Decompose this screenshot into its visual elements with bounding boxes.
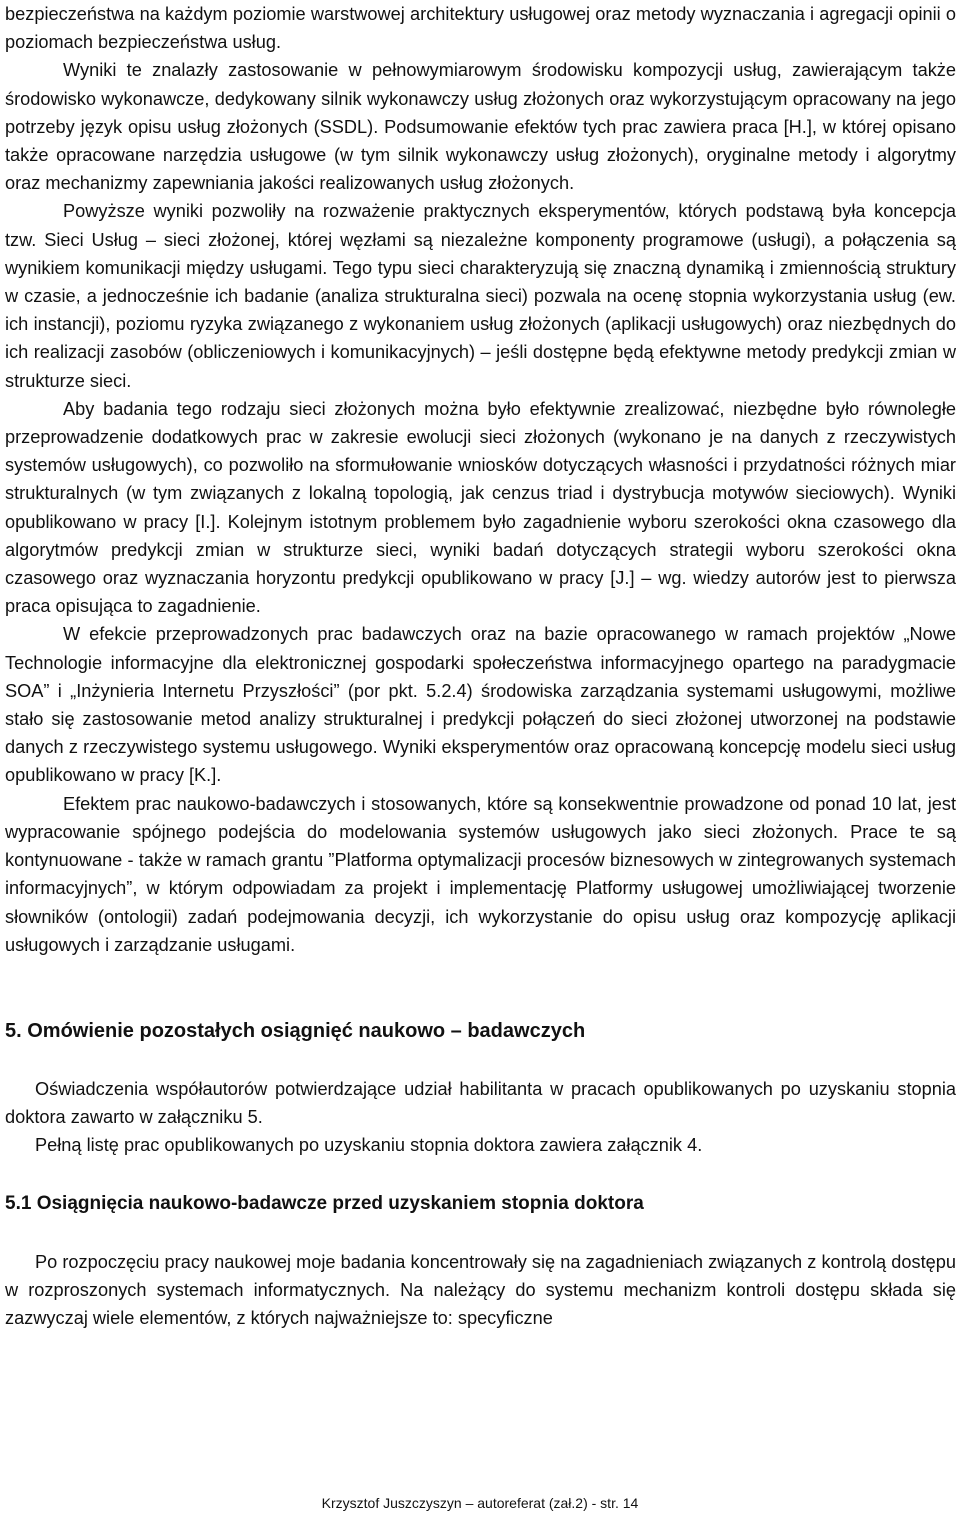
paragraph-research-summary: Efektem prac naukowo-badawczych i stosowanych, które są konsekwentnie prowadzone od ponad 10 lat, jest wypracowanie spójnego podejścia do modelowania systemów usługowych jako sieci złożonych. Prace te są kontynuowane - także w ramach grantu ”Platforma optymalizacji procesów biznesowych w zintegrowanych systemach informacyjnych”, w którym odpowiadam za projekt i implementację Platformy usługowej umożliwiającej tworzenie słowników (ontologii) zadań podejmowania decyzji, ich wykorzystanie do opisu usług oraz kompozycję aplikacji usługowych i zarządzanie usługami. — [5, 793, 956, 955]
section-5-1-heading: 5.1 Osiągnięcia naukowo-badawcze przed uzyskaniem stopnia doktora — [5, 1192, 644, 1214]
document-page — [5, 0, 956, 1332]
section-5-heading: 5. Omówienie pozostałych osiągnięć naukowo – badawczych — [5, 1019, 586, 1042]
paragraph-network-evolution: Aby badania tego rodzaju sieci złożonych można było efektywnie zrealizować, niezbędne było równoległe przeprowadzenie dodatkowych prac w zakresie ewolucji sieci złożonych (wykonano je na danych z rzeczywistych systemów usługowych), co pozwoliło na sformułowanie wniosków dotyczących własności i przydatności różnych miar strukturalnych (w tym związanych z lokalną topologią, jak cenzus triad i dystrybucja motywów sieciowych). Wyniki opublikowano w pracy [I.]. Kolejnym istotnym problemem było zagadnienie wyboru szerokości okna czasowego dla algorytmów predykcji zmian w strukturze sieci, wyniki badań dotyczących strategii wyboru szerokości okna czasowego oraz wyznaczania horyzontu predykcji opublikowano w pracy [J.] – wg. wiedzy autorów jest to pierwsza praca opisująca to zagadnienie. — [5, 398, 956, 617]
paragraph-results-ssdl: Wyniki te znalazły zastosowanie w pełnowymiarowym środowisku kompozycji usług, zawierającym także środowisko wykonawcze, dedykowany silnik wykonawczy usług złożonych oraz wykorzystującym opracowany na jego potrzeby język opisu usług złożonych (SSDL). Podsumowanie efektów tych prac zawiera praca [H.], w której opisano także opracowane narzędzia usługowe (w tym silnik wykonawczy usług złożonych), oryginalne metody i algorytmy oraz mechanizmy zapewniania jakości realizowanych usług złożonych. — [5, 60, 956, 194]
paragraph-continuation: bezpieczeństwa na każdym poziomie warstwowej architektury usługowej oraz metody wyznaczania i agregacji opinii o poziomach bezpieczeństwa usług. — [5, 4, 956, 53]
section-5-1-paragraph: Po rozpoczęciu pracy naukowej moje badania koncentrowały się na zagadnieniach związanych z kontrolą dostępu w rozproszonych systemach informatycznych. Na należący do systemu mechanizm kontroli dostępu składa się zazwyczaj wiele elementów, z których najważniejsze to: specyficzne — [5, 1251, 956, 1328]
section-5-paragraph-publications: Pełną listę prac opublikowanych po uzyskaniu stopnia doktora zawiera załącznik 4. — [35, 1135, 703, 1156]
paragraph-service-networks: Powyższe wyniki pozwoliły na rozważenie praktycznych eksperymentów, których podstawą była koncepcja tzw. Sieci Usług – sieci złożonej, której węzłami są niezależne komponenty programowe (usługi), a połączenia są wynikiem komunikacji między usługami. Tego typu sieci charakteryzują się znaczną dynamiką i zmiennością struktury w czasie, a jednocześnie ich badanie (analiza strukturalna sieci) pozwala na ocenę stopnia wykorzystania usług (ew. ich instancji), poziomu ryzyka związanego z wykonaniem usług złożonych (aplikacji usługowych) oraz niezbędnych do ich realizacji zasobów (obliczeniowych i komunikacyjnych) – jeśli dostępne będą efektywne metody predykcji zmian w strukturze sieci. — [5, 201, 956, 391]
page-footer: Krzysztof Juszczyszyn – autoreferat (zał.2) - str. 14 — [321, 1495, 639, 1511]
paragraph-soa-projects: W efekcie przeprowadzonych prac badawczych oraz na bazie opracowanego w ramach projektów „Nowe Technologie informacyjne dla elektronicznej gospodarki społeczeństwa informacyjnego opartego na paradygmacie SOA” i „Inżynieria Internetu Przyszłości” (por pkt. 5.2.4) środowiska zarządzania systemami usługowymi, możliwe stało się zastosowanie metod analizy strukturalnej i predykcji połączeń do sieci złożonej utworzonej na podstawie danych z rzeczywistego systemu usługowego. Wyniki eksperymentów oraz opracowaną koncepcję modelu sieci usług opublikowano w pracy [K.]. — [5, 624, 956, 786]
section-5-paragraph-statements: Oświadczenia współautorów potwierdzające udział habilitanta w pracach opublikowanych po uzyskaniu stopnia doktora zawarto w załączniku 5. — [5, 1078, 956, 1128]
